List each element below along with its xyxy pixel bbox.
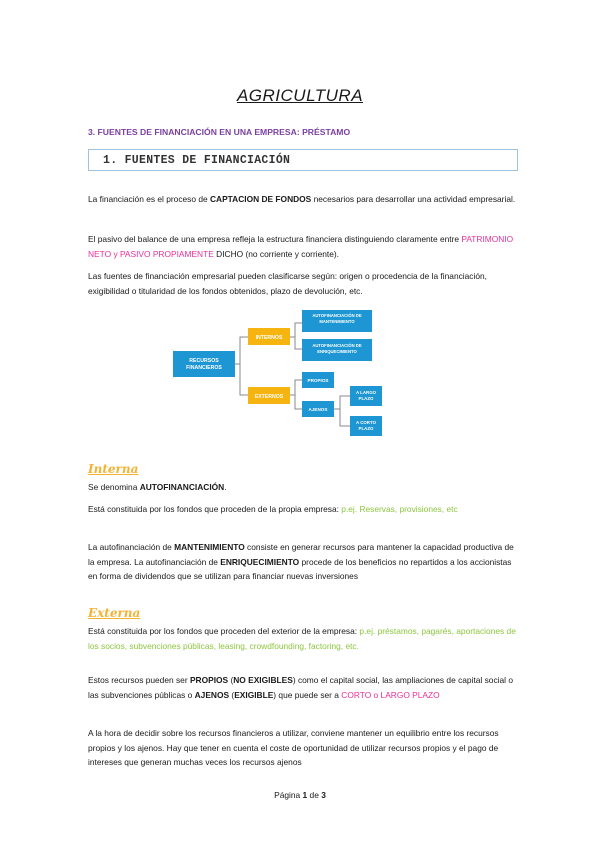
paragraph-externa-3: A la hora de decidir sobre los recursos financieros a utilizar, conviene mantener un equilibrio entre los recursos propios y los ajenos. Hay que tener en cuenta el coste de oportunidad de utilizar recursos propios y el pago de intereses que generan muchas veces los recursos ajenos xyxy=(88,728,499,768)
text: La financiación es el proceso de xyxy=(88,194,210,204)
diagram-label-recursos-1: RECURSOS xyxy=(189,358,219,364)
text-example: p.ej. Reservas, provisiones, etc xyxy=(341,504,458,514)
text-highlight: CORTO o LARGO PLAZO xyxy=(341,689,440,700)
text: de xyxy=(307,790,322,800)
text: necesarios para desarrollar una actividad empresarial. xyxy=(311,194,516,204)
text: ( xyxy=(229,689,235,700)
text-bold: CAPTACION DE FONDOS xyxy=(209,194,312,204)
diagram-label-corto-2: PLAZO xyxy=(358,426,374,431)
text-bold: AJENOS xyxy=(194,689,230,700)
section-subheading: 3. FUENTES DE FINANCIACIÓN EN UNA EMPRESA: PRÉSTAMO xyxy=(88,127,351,137)
text-bold: NO EXIGIBLES xyxy=(233,675,293,685)
text: ( xyxy=(228,675,234,685)
paragraph-externa-2 xyxy=(88,673,516,702)
paragraph-pasivo xyxy=(88,232,516,261)
diagram-label-auto-enriq-1: AUTOFINANCIACIÓN DE xyxy=(312,343,362,348)
text: Estos recursos pueden ser xyxy=(88,675,190,685)
text-highlight: PATRIMONIO NETO y PASIVO PROPIAMENTE xyxy=(88,234,514,259)
financing-diagram xyxy=(168,313,428,442)
page-total: 3 xyxy=(321,790,326,800)
diagram-label-largo-1: A LARGO xyxy=(355,390,377,395)
text: ) que puede ser a xyxy=(273,689,342,700)
text: DICHO xyxy=(213,248,244,259)
paragraph-interna-1 xyxy=(88,480,516,495)
text: consiste en generar recursos para mantener la capacidad productiva de la empresa. La autofinanciación de xyxy=(88,542,514,567)
diagram-label-largo-2: PLAZO xyxy=(358,396,374,401)
text-bold: MANTENIMIENTO xyxy=(174,542,245,552)
diagram-label-internos: INTERNOS xyxy=(255,335,283,341)
text: Se denomina xyxy=(88,482,140,492)
diagram-label-corto-1: A CORTO xyxy=(355,420,377,425)
diagram-label-recursos-2: FINANCIEROS xyxy=(186,365,222,371)
diagram-label-propios: PROPIOS xyxy=(307,378,329,383)
text: (no corriente y corriente). xyxy=(243,248,340,259)
diagram-label-auto-mant-1: AUTOFINANCIACIÓN DE xyxy=(312,313,362,318)
boxed-heading: 1. FUENTES DE FINANCIACIÓN xyxy=(88,149,518,171)
text-bold: ENRIQUECIMIENTO xyxy=(220,556,300,567)
text: La autofinanciación de xyxy=(88,542,175,552)
paragraph-externa-1 xyxy=(88,624,516,653)
text: El pasivo del balance de una empresa refleja la estructura financiera distinguiendo claramente entre xyxy=(88,234,462,244)
diagram-label-auto-mant-2: MANTENIMIENTO xyxy=(319,319,355,324)
paragraph-interna-2 xyxy=(88,502,516,517)
text: Página xyxy=(274,790,303,800)
text: Está constituida por los fondos que proceden de la propia empresa: xyxy=(88,504,342,514)
text-example: p.ej. préstamos, pagarés, aportaciones de los socios, subvenciones públicas, leasing, crowdfounding, factoring, etc. xyxy=(88,626,516,651)
diagram-label-externos: EXTERNOS xyxy=(254,394,284,400)
text: Está constituida por los fondos que proceden del exterior de la empresa: xyxy=(88,626,360,636)
text: ) como el capital social, las ampliaciones de capital social o las subvenciones públicas o xyxy=(88,675,514,700)
paragraph-definition xyxy=(88,192,516,207)
diagram-label-auto-enriq-2: ENRIQUECIMIENTO xyxy=(317,349,357,354)
text-bold: AUTOFINANCIACIÓN xyxy=(139,482,225,492)
text: procede de los beneficios no repartidos a los accionistas en forma de dividendos que se utilizan para financiar nuevas inversiones xyxy=(88,556,512,582)
heading-externa: Externa xyxy=(88,606,141,620)
diagram-label-ajenos: AJENOS xyxy=(308,407,328,412)
paragraph-clasificacion: Las fuentes de financiación empresarial pueden clasificarse según: origen o procedencia de la financiación, exigibilidad o titularidad de los fondos obtenidos, plazo de devolución, etc. xyxy=(88,271,487,296)
page-footer xyxy=(0,790,600,800)
paragraph-interna-3 xyxy=(88,540,516,584)
diagram-node-recursos xyxy=(173,351,235,377)
heading-interna: Interna xyxy=(88,462,139,476)
text: . xyxy=(224,482,227,492)
document-title: AGRICULTURA xyxy=(236,86,364,105)
page-number: 1 xyxy=(302,790,308,800)
text-bold: EXIGIBLE xyxy=(234,689,274,700)
text-bold: PROPIOS xyxy=(189,675,229,685)
